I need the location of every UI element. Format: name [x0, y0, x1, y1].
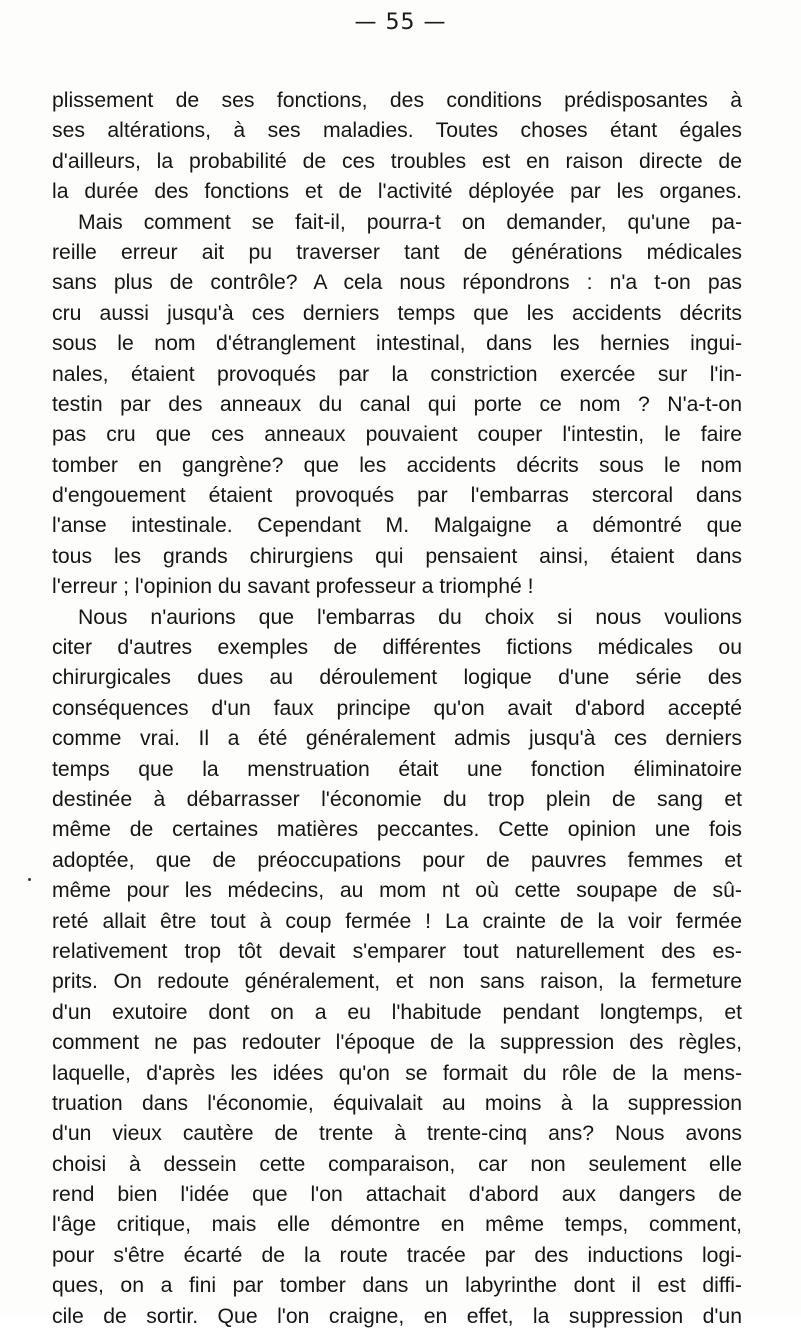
text-line: choisi à dessein cette comparaison, car non seulement elle: [52, 1152, 742, 1176]
text-line: d'engouement étaient provoqués par l'embarras stercoral dans: [52, 484, 742, 508]
text-line: sans plus de contrôle? A cela nous répondrons : n'a t-on pas: [52, 271, 742, 295]
page-number: — 55 —: [354, 10, 447, 35]
text-line: temps que la menstruation était une fonction éliminatoire: [52, 757, 742, 781]
text-line: même pour les médecins, au mom nt où cette soupape de sû-: [52, 879, 742, 903]
text-line: reté allait être tout à coup fermée ! La crainte de la voir fermée: [52, 909, 742, 933]
text-line: tous les grands chirurgiens qui pensaient ainsi, étaient dans: [52, 544, 742, 568]
text-line: citer d'autres exemples de différentes fictions médicales ou: [52, 636, 742, 660]
text-line: pour s'être écarté de la route tracée par des inductions logi-: [52, 1243, 742, 1267]
text-line: sous le nom d'étranglement intestinal, dans les hernies ingui-: [52, 332, 742, 356]
text-line: ques, on a fini par tomber dans un labyrinthe dont il est diffi-: [52, 1274, 742, 1298]
text-line: laquelle, d'après les idées qu'on se formait du rôle de la mens-: [52, 1061, 742, 1085]
text-line: l'âge critique, mais elle démontre en même temps, comment,: [52, 1213, 742, 1237]
text-line: l'erreur ; l'opinion du savant professeur a triomphé !: [52, 575, 534, 599]
text-line: conséquences d'un faux principe qu'on avait d'abord accepté: [52, 696, 742, 720]
text-line: Mais comment se fait-il, pourra-t on demander, qu'une pa-: [78, 210, 742, 234]
text-line: même de certaines matières peccantes. Cette opinion une fois: [52, 818, 742, 842]
body-text: [52, 86, 742, 1332]
text-line: d'un vieux cautère de trente à trente-cinq ans? Nous avons: [52, 1122, 742, 1146]
text-line: reille erreur ait pu traverser tant de générations médicales: [52, 240, 742, 264]
text-line: d'un exutoire dont on a eu l'habitude pendant longtemps, et: [52, 1000, 742, 1024]
text-line: chirurgicales dues au déroulement logique d'une série des: [52, 666, 742, 690]
text-line: rend bien l'idée que l'on attachait d'abord aux dangers de: [52, 1183, 742, 1207]
text-line: plissement de ses fonctions, des conditions prédisposantes à: [52, 89, 742, 112]
text-line: cile de sortir. Que l'on craigne, en effet, la suppression d'un: [52, 1304, 742, 1328]
text-line: nales, étaient provoqués par la constriction exercée sur l'in-: [52, 362, 742, 386]
text-line: truation dans l'économie, équivalait au moins à la suppression: [52, 1091, 742, 1115]
text-line: tomber en gangrène? que les accidents décrits sous le nom: [52, 453, 742, 477]
text-line: comment ne pas redouter l'époque de la suppression des règles,: [52, 1031, 742, 1055]
text-line: comme vrai. Il a été généralement admis jusqu'à ces derniers: [52, 727, 742, 751]
margin-mark: [28, 878, 31, 881]
text-line: d'ailleurs, la probabilité de ces troubles est en raison directe de: [52, 149, 742, 173]
text-line: ses altérations, à ses maladies. Toutes choses étant égales: [52, 119, 742, 143]
text-line: testin par des anneaux du canal qui porte ce nom ? N'a-t-on: [52, 392, 742, 416]
text-line: relativement trop tôt devait s'emparer tout naturellement des es-: [52, 939, 742, 963]
text-line: la durée des fonctions et de l'activité déployée par les organes.: [52, 180, 742, 204]
text-line: destinée à débarrasser l'économie du trop plein de sang et: [52, 787, 742, 811]
text-line: l'anse intestinale. Cependant M. Malgaigne a démontré que: [52, 514, 742, 538]
text-line: prits. On redoute généralement, et non sans raison, la fermeture: [52, 970, 742, 994]
text-line: adoptée, que de préoccupations pour de pauvres femmes et: [52, 848, 742, 872]
text-line: cru aussi jusqu'à ces derniers temps que les accidents décrits: [52, 301, 742, 325]
text-line: pas cru que ces anneaux pouvaient couper l'intestin, le faire: [52, 423, 742, 447]
text-line: Nous n'aurions que l'embarras du choix si nous voulions: [78, 605, 742, 629]
